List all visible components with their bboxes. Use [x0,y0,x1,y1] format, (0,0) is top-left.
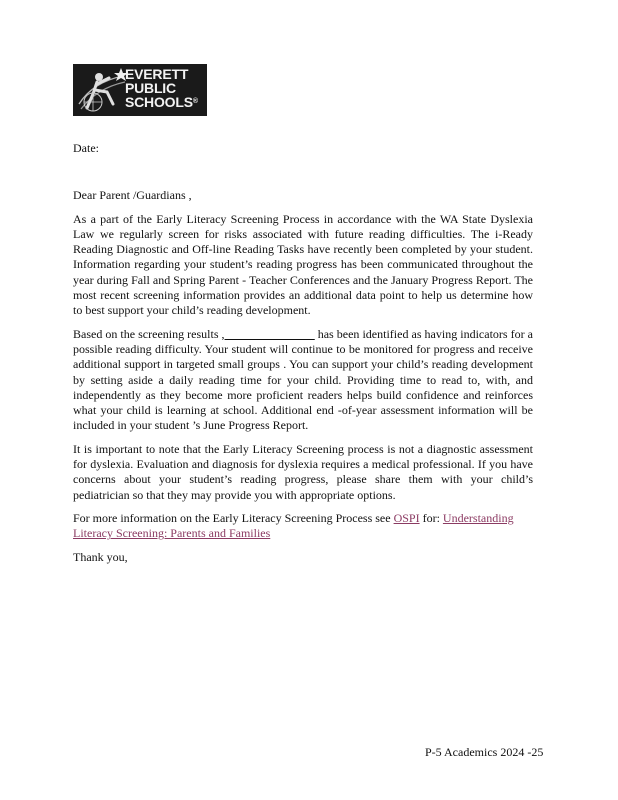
paragraph-2 [73,327,533,434]
letter-body [73,141,533,565]
paragraph-2-rest: has been identified as having indicators for a possible reading difficulty. Your student will continue to be monitored for progress and receive additional support in targeted small groups . You can support your child’s reading development by setting aside a daily reading time for your child. Providing time to read to, with, and independently as they become more proficient readers helps build confidence and reinforces what your child is learning at school. Additional end -of-year assessment information will be included in your student ’s June Progress Report. [73,326,534,433]
registered-mark: ® [192,98,198,105]
salutation: Dear Parent /Guardians , [73,188,192,203]
ospi-link[interactable]: OSPI [393,510,420,525]
closing: Thank you, [73,549,128,564]
paragraph-4 [73,511,533,542]
date-label: Date: [73,141,99,155]
star-figure-icon [73,64,133,116]
paragraph-1: As a part of the Early Literacy Screening Process in accordance with the WA State Dyslexia Law we regularly screen for risks associated with future reading difficulties. The i-Ready Reading Diagnostic and Off-line Reading Tasks have recently been completed by your student. Information regarding your student’s reading progress has been communicated throughout the year during Fall and Spring Parent - Teacher Conferences and the January Progress Report. The most recent screening information provides an additional data point to help us determine how to best support your child’s reading development. [73,211,533,318]
paragraph-4-mid: for: [419,510,443,525]
paragraph-2-lead: Based on the screening results , [73,326,225,341]
paragraph-3: It is important to note that the Early Literacy Screening process is not a diagnostic assessment for dyslexia. Evaluation and diagnosis for dyslexia requires a medical professional. If you have concerns about your student’s reading progress, please share them with your child’s pediatrician so that they may provide you with appropriate options. [73,441,533,502]
understanding-literacy-screening-link[interactable]: Understanding Literacy Screening: Parents and Families [73,510,514,541]
page-footer: P-5 Academics 2024 -25 [425,745,544,759]
paragraph-4-lead: For more information on the Early Literacy Screening Process see [73,510,394,525]
district-logo [73,64,207,116]
logo-line-2: PUBLIC [125,80,176,96]
logo-wordmark [125,67,198,109]
logo-line-3: SCHOOLS® [125,94,198,110]
logo-line-1: EVERETT [125,66,189,82]
student-name-blank: _____ ______ ___ [224,326,315,341]
